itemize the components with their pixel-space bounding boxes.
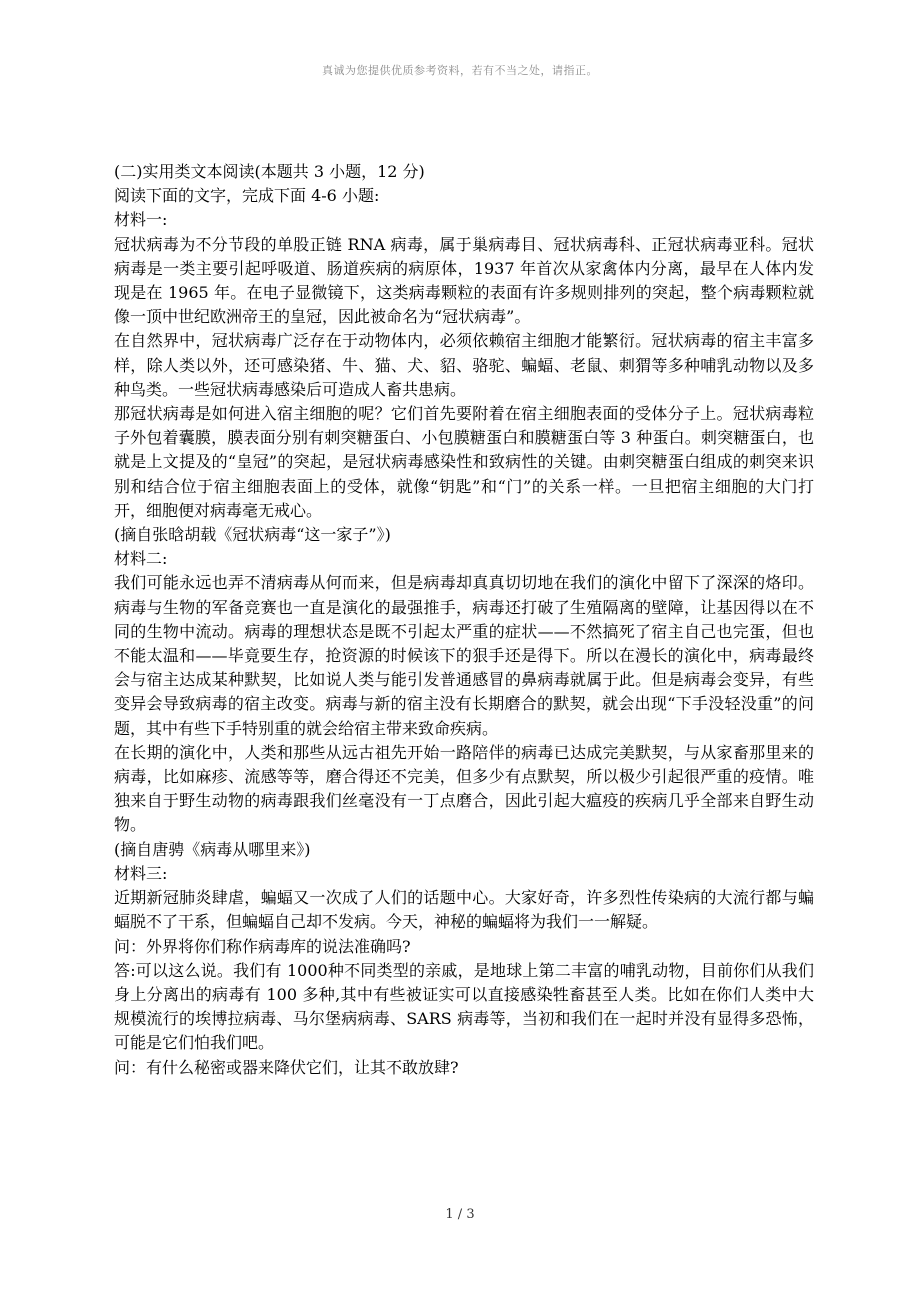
material2-paragraph: 在长期的演化中，人类和那些从远古祖先开始一路陪伴的病毒已达成完美默契，与从家畜那里来的病毒，比如麻疹、流感等等，磨合得还不完美，但多少有点默契，所以极少引起很严重的疫情。唯独来自于野生动物的病毒跟我们丝毫没有一丁点磨合，因此引起大瘟疫的疾病几乎全部来自野生动物。 [114, 742, 814, 835]
document-body [114, 160, 814, 1080]
material1-paragraph: 在自然界中，冠状病毒广泛存在于动物体内，必须依赖宿主细胞才能繁衍。冠状病毒的宿主丰富多样，除人类以外，还可感染猪、牛、猫、犬、貂、骆驼、蝙蝠、老鼠、刺猬等多种哺乳动物以及多种鸟类。一些冠状病毒感染后可造成人畜共患病。 [114, 331, 814, 399]
page-header-note: 真诚为您提供优质参考资料，若有不当之处，请指正。 [322, 64, 598, 77]
material3-question: 问：外界将你们称作病毒库的说法准确吗? [114, 936, 411, 956]
material1-paragraph: 冠状病毒为不分节段的单股正链 RNA 病毒，属于巢病毒目、冠状病毒科、正冠状病毒亚科。冠状病毒是一类主要引起呼吸道、肠道疾病的病原体，1937 年首次从家禽体内分离，最早在人体内发现是在 1965 年。在电子显微镜下，这类病毒颗粒的表面有许多规则排列的突起，整个病毒颗粒就像一顶中世纪欧洲帝王的皇冠，因此被命名为“冠状病毒”。 [114, 234, 814, 327]
material2-source: (摘自唐骋《病毒从哪里来》) [114, 839, 311, 859]
material3-answer: 答:可以这么说。我们有 1000种不同类型的亲戚，是地球上第二丰富的哺乳动物，目前你们从我们身上分离出的病毒有 100 多种,其中有些被证实可以直接感染牲畜甚至人类。比如在你们人类中大规模流行的埃博拉病毒、马尔堡病病毒、SARS 病毒等，当初和我们在一起时并没有显得多恐怖，可能是它们怕我们吧。 [114, 960, 814, 1053]
material3-paragraph: 近期新冠肺炎肆虐，蝙蝠又一次成了人们的话题中心。大家好奇，许多烈性传染病的大流行都与蝙蝠脱不了干系，但蝙蝠自己却不发病。今天，神秘的蝙蝠将为我们一一解疑。 [114, 888, 814, 932]
material1-label: 材料一: [114, 210, 168, 230]
material2-label: 材料二: [114, 549, 168, 569]
material2-paragraph: 我们可能永远也弄不清病毒从何而来，但是病毒却真真切切地在我们的演化中留下了深深的烙印。病毒与生物的军备竞赛也一直是演化的最强推手，病毒还打破了生殖隔离的壁障，让基因得以在不同的生物中流动。病毒的理想状态是既不引起太严重的症状——不然搞死了宿主自己也完蛋，但也不能太温和——毕竟要生存，抢资源的时候该下的狠手还是得下。所以在漫长的演化中，病毒最终会与宿主达成某种默契，比如说人类与能引发普通感冒的鼻病毒就属于此。但是病毒会变异，有些变异会导致病毒的宿主改变。病毒与新的宿主没有长期磨合的默契，就会出现“下手没轻没重”的问题，其中有些下手特别重的就会给宿主带来致命疾病。 [114, 573, 814, 738]
instruction: 阅读下面的文字，完成下面 4-6 小题: [114, 186, 380, 206]
material3-label: 材料三: [114, 863, 168, 883]
material1-source: (摘自张晗胡载《冠状病毒“这一家子”》) [114, 525, 391, 545]
material3-question: 问：有什么秘密或器来降伏它们，让其不敢放肆? [114, 1057, 459, 1077]
page-number: 1 / 3 [445, 1207, 475, 1222]
section-title: (二)实用类文本阅读(本题共 3 小题，12 分) [114, 162, 425, 181]
material1-paragraph: 那冠状病毒是如何进入宿主细胞的呢？它们首先要附着在宿主细胞表面的受体分子上。冠状病毒粒子外包着囊膜，膜表面分别有刺突糖蛋白、小包膜糖蛋白和膜糖蛋白等 3 种蛋白。刺突糖蛋白，也就是上文提及的“皇冠”的突起，是冠状病毒感染性和致病性的关键。由刺突糖蛋白组成的刺突来识别和结合位于宿主细胞表面上的受体，就像“钥匙”和“门”的关系一样。一旦把宿主细胞的大门打开，细胞便对病毒毫无戒心。 [114, 404, 814, 520]
